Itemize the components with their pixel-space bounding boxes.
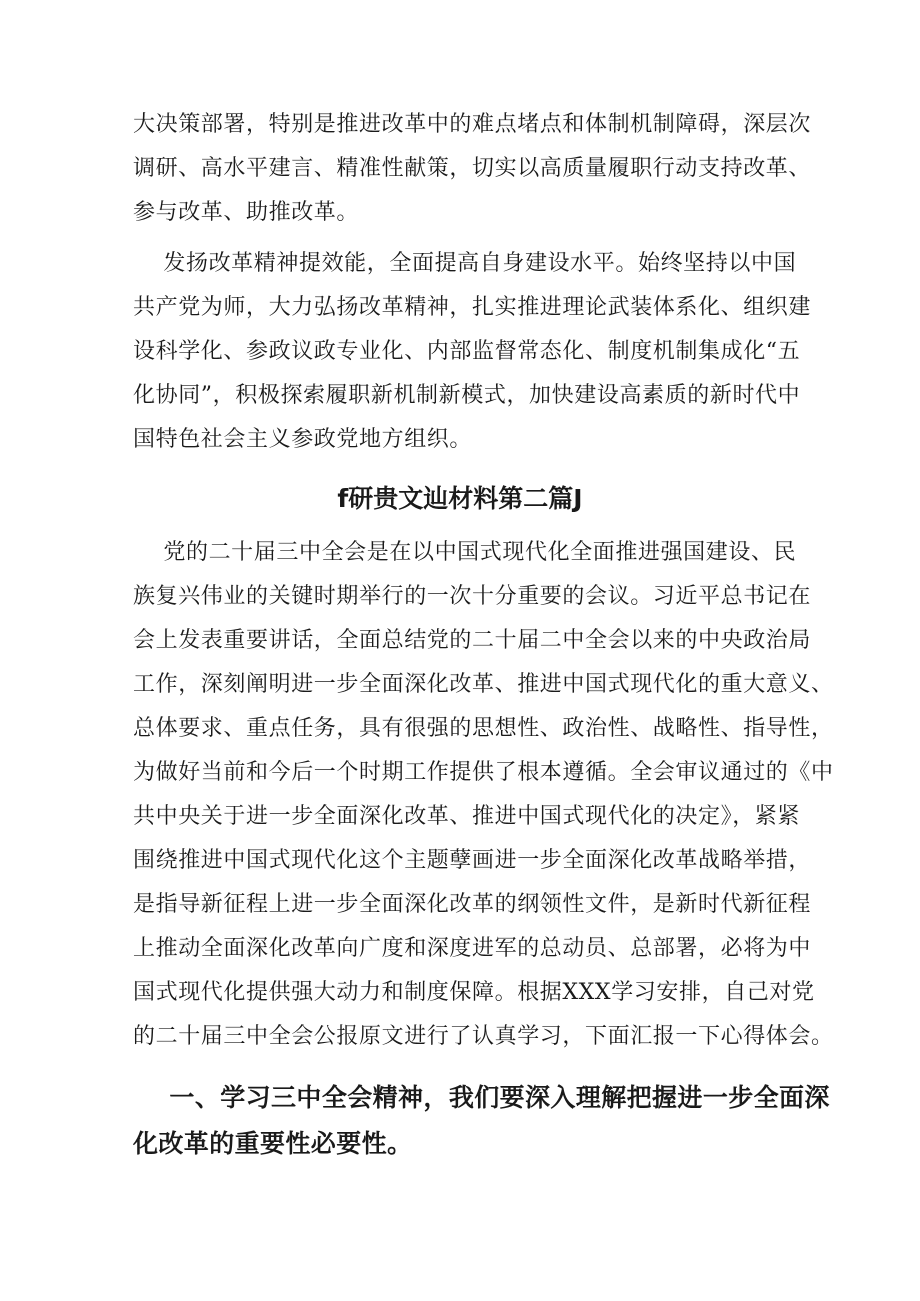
paragraph-2: [133, 242, 812, 462]
paragraph-line: 会上发表重要讲话，全面总结党的二十届二中全会以来的中央政治局: [133, 628, 812, 653]
paragraph-line: 国式现代化提供强大动力和制度保障。根据XXX学习安排，自己对党: [133, 980, 815, 1005]
paragraph-line: 参与改革、助推改革。: [133, 200, 360, 225]
paragraph-1: [133, 103, 812, 235]
paragraph-line: 共产党为师，大力弘扬改革精神，扎实推进理论武装体系化、组织建: [133, 295, 812, 320]
paragraph-line: 总体要求、重点任务，具有很强的思想性、政治性、战略性、指导性，: [133, 716, 834, 741]
paragraph-line: 是指导新征程上进一步全面深化改革的纲领性文件，是新时代新征程: [133, 892, 812, 917]
paragraph-line: 围绕推进中国式现代化这个主题孽画进一步全面深化改革战略举措，: [133, 848, 812, 873]
paragraph-line: 上推动全面深化改革向广度和深度进军的总动员、总部署，必将为中: [133, 936, 812, 961]
paragraph-line: 调研、高水平建言、精准性献策，切实以高质量履职行动支持改革、: [133, 156, 812, 181]
paragraph-line: 发扬改革精神提效能，全面提高自身建设水平。始终坚持以中国: [133, 251, 797, 276]
paragraph-line: 为做好当前和今后一个时期工作提供了根本遵循。全会审议通过的《中: [133, 760, 834, 785]
paragraph-line: 共中央关于进一步全面深化改革、推进中国式现代化的决定》，紧紧: [133, 804, 801, 829]
paragraph-line: 族复兴伟业的关键时期举行的一次十分重要的会议。习近平总书记在: [133, 584, 812, 609]
section-heading: f研贵文辿材料第二篇J: [337, 484, 583, 513]
paragraph-3: [133, 531, 834, 1059]
subheading-line: 一、学习三中全会精神，我们要深入理解把握进一步全面深: [133, 1083, 830, 1112]
paragraph-line: 工作，深刻阐明进一步全面深化改革、推进中国式现代化的重大意义、: [133, 672, 834, 697]
subheading-line: 化改革的重要性必要性。: [133, 1129, 413, 1158]
paragraph-line: 党的二十届三中全会是在以中国式现代化全面推进强国建设、民: [133, 540, 797, 565]
paragraph-line: 国特色社会主义参政党地方组织。: [133, 427, 473, 452]
paragraph-line: 的二十届三中全会公报原文进行了认真学习，下面汇报一下心得体会。: [133, 1024, 834, 1049]
paragraph-line: 大决策部署，特别是推进改革中的难点堵点和体制机制障碍，深层次: [133, 112, 812, 137]
paragraph-line: 设科学化、参政议政专业化、内部监督常态化、制度机制集成化“五: [133, 339, 801, 364]
paragraph-line: 化协同”，积极探索履职新机制新模式，加快建设高素质的新时代中: [133, 383, 801, 408]
subheading: [133, 1075, 830, 1167]
